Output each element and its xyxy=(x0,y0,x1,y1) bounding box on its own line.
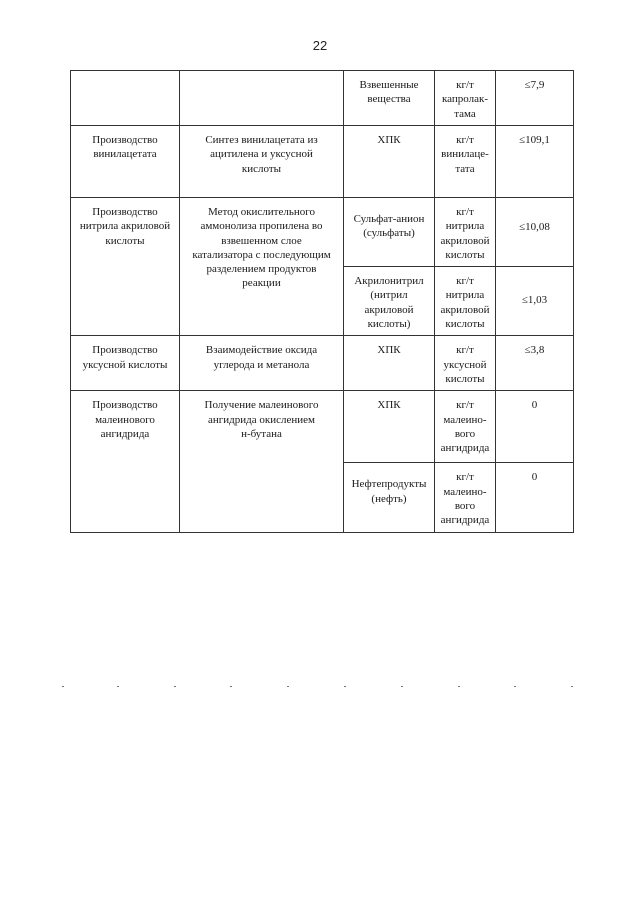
scan-artifact-dots xyxy=(0,686,640,690)
scan-dot xyxy=(344,686,346,687)
production-cell: Производство уксусной кислоты xyxy=(71,336,180,391)
value-cell: ≤1,03 xyxy=(496,267,574,336)
production-cell: Производство малеинового ангидрида xyxy=(71,391,180,532)
substance-cell: ХПК xyxy=(344,391,435,463)
value-cell: 0 xyxy=(496,391,574,463)
substance-cell: Сульфат-анион (сульфаты) xyxy=(344,198,435,267)
unit-cell: кг/т нитрила акриловой кислоты xyxy=(435,267,496,336)
value-cell: ≤7,9 xyxy=(496,71,574,126)
unit-cell: кг/т винилаце- тата xyxy=(435,126,496,198)
table-row xyxy=(71,198,574,267)
substance-cell: ХПК xyxy=(344,336,435,391)
substance-cell: ХПК xyxy=(344,126,435,198)
value-cell: ≤109,1 xyxy=(496,126,574,198)
value-cell: 0 xyxy=(496,463,574,532)
table-row xyxy=(71,336,574,391)
scan-dot xyxy=(62,686,64,687)
production-cell xyxy=(71,71,180,126)
emissions-table xyxy=(70,70,574,533)
table-row xyxy=(71,71,574,126)
substance-cell: Нефтепродукты (нефть) xyxy=(344,463,435,532)
scan-dot xyxy=(174,686,176,687)
table-row xyxy=(71,391,574,463)
scan-dot xyxy=(117,686,119,687)
table-row xyxy=(71,126,574,198)
scan-dot xyxy=(458,686,460,687)
substance-cell: Акрилонитрил (нитрил акриловой кислоты) xyxy=(344,267,435,336)
unit-cell: кг/т капролак- тама xyxy=(435,71,496,126)
unit-cell: кг/т малеино- вого ангидрида xyxy=(435,463,496,532)
scan-dot xyxy=(287,686,289,687)
method-cell: Метод окислительного аммонолиза пропилена во взвешенном слое катализатора с последующим разделением продуктов реакции xyxy=(180,198,344,336)
page-number: 22 xyxy=(312,38,328,53)
unit-cell: кг/т малеино- вого ангидрида xyxy=(435,391,496,463)
value-cell: ≤3,8 xyxy=(496,336,574,391)
scan-dot xyxy=(230,686,232,687)
scan-dot xyxy=(514,686,516,687)
scan-dot xyxy=(571,686,573,687)
value-cell: ≤10,08 xyxy=(496,198,574,267)
unit-cell: кг/т нитрила акриловой кислоты xyxy=(435,198,496,267)
method-cell: Синтез винилацетата из ацитилена и уксусной кислоты xyxy=(180,126,344,198)
unit-cell: кг/т уксусной кислоты xyxy=(435,336,496,391)
scan-dot xyxy=(401,686,403,687)
method-cell xyxy=(180,71,344,126)
method-cell: Взаимодействие оксида углерода и метанола xyxy=(180,336,344,391)
production-cell: Производство винилацетата xyxy=(71,126,180,198)
substance-cell: Взвешенные вещества xyxy=(344,71,435,126)
method-cell: Получение малеинового ангидрида окислением н-бутана xyxy=(180,391,344,532)
production-cell: Производство нитрила акриловой кислоты xyxy=(71,198,180,336)
